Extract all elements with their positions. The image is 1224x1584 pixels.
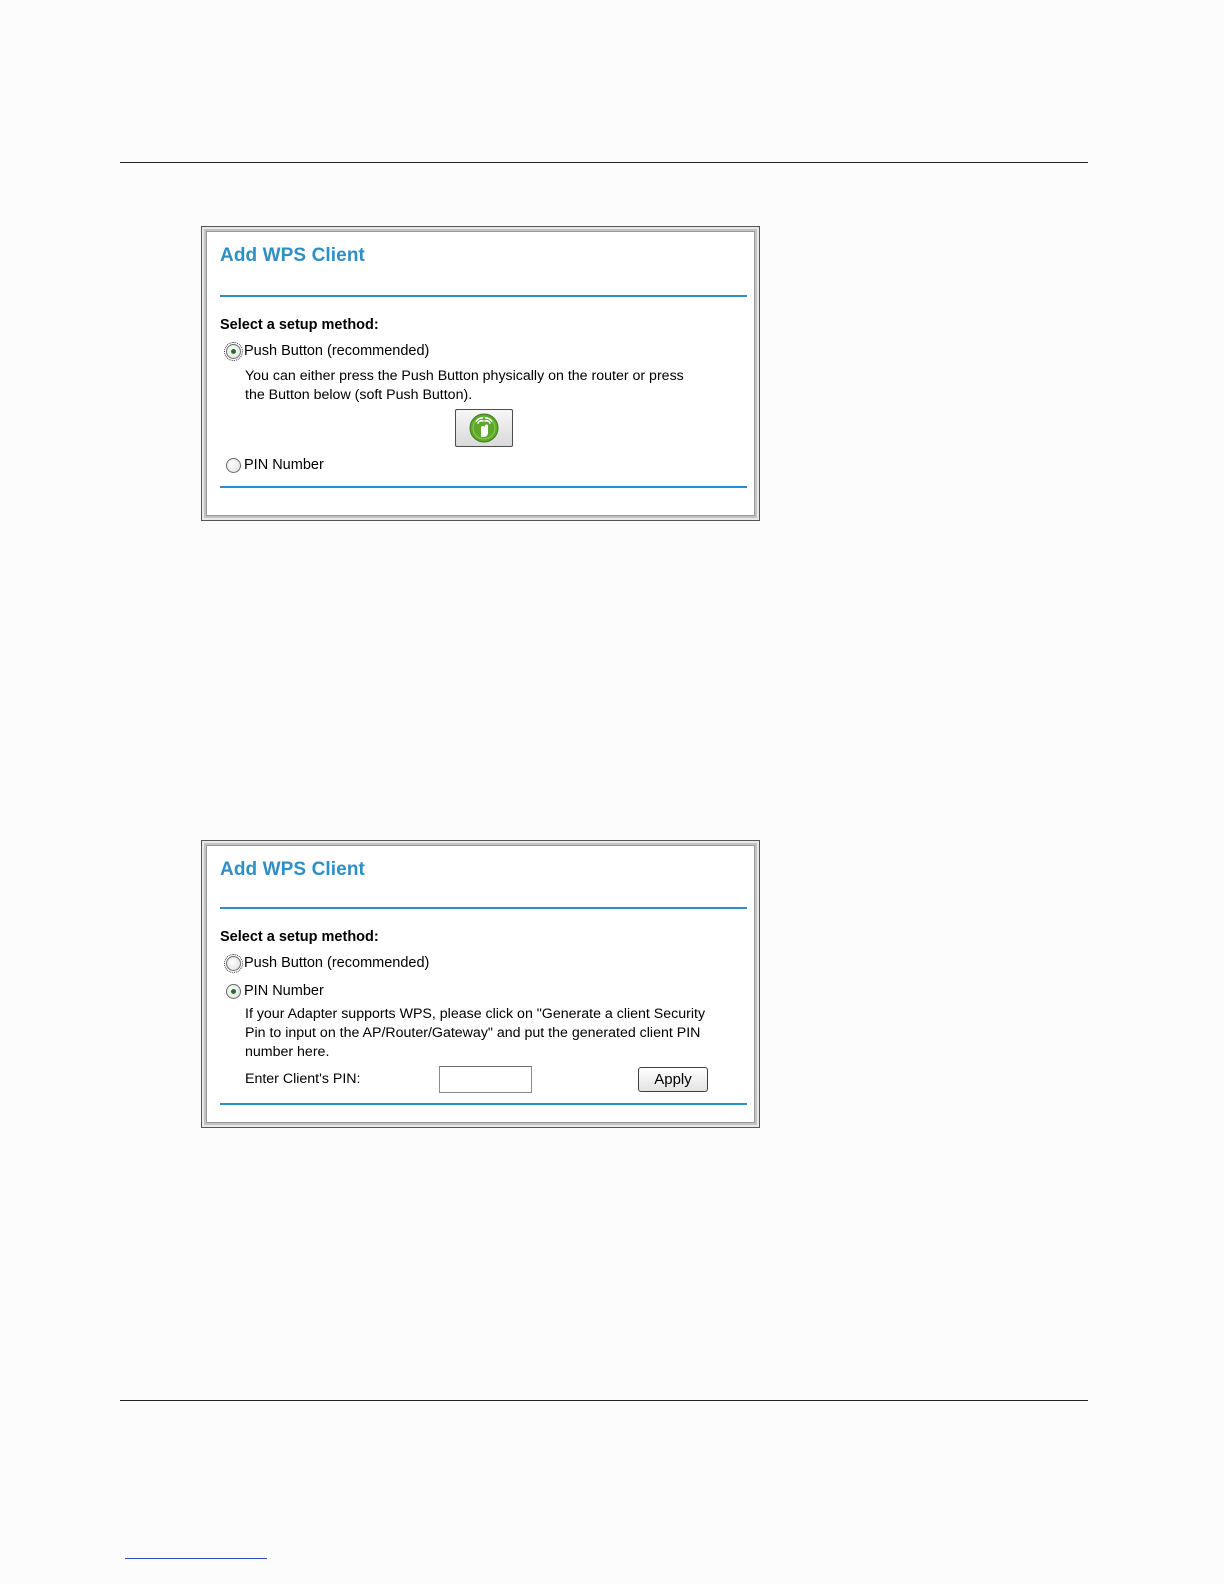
push-button-option-label: Push Button (recommended) — [244, 955, 430, 971]
pin-description-line-2: Pin to input on the AP/Router/Gateway" and put the generated client PIN — [245, 1025, 701, 1041]
bottom-divider — [220, 486, 747, 488]
client-pin-input[interactable] — [439, 1066, 532, 1093]
pin-number-option[interactable] — [226, 457, 324, 473]
push-button-radio[interactable] — [226, 956, 241, 971]
page-footer-rule — [120, 1400, 1088, 1401]
add-wps-client-panel-pin — [201, 840, 760, 1128]
wps-icon — [469, 413, 499, 443]
client-pin-label: Enter Client's PIN: — [245, 1071, 361, 1087]
pin-description — [245, 1005, 750, 1062]
page-header-rule — [120, 162, 1088, 163]
pin-description-line-3: number here. — [245, 1044, 330, 1060]
pin-number-radio[interactable] — [226, 984, 241, 999]
push-description-line-2: the Button below (soft Push Button). — [245, 387, 473, 403]
title-divider — [220, 907, 747, 909]
soft-push-button[interactable] — [455, 409, 513, 447]
add-wps-client-panel-push — [201, 226, 760, 521]
setup-method-label: Select a setup method: — [220, 317, 379, 333]
push-button-description — [245, 367, 745, 405]
push-button-radio[interactable] — [226, 344, 241, 359]
push-description-line-1: You can either press the Push Button physically on the router or press — [245, 368, 684, 384]
title-divider — [220, 295, 747, 297]
pin-number-radio[interactable] — [226, 458, 241, 473]
apply-button[interactable]: Apply — [638, 1067, 708, 1092]
panel-title: Add WPS Client — [220, 859, 365, 880]
pin-number-option-label: PIN Number — [244, 983, 324, 999]
bottom-divider — [220, 1103, 747, 1105]
setup-method-label: Select a setup method: — [220, 929, 379, 945]
push-button-option[interactable] — [226, 955, 429, 971]
pin-number-option[interactable] — [226, 983, 324, 999]
push-button-option[interactable] — [226, 343, 429, 359]
footer-link-underline — [125, 1558, 267, 1559]
panel-title: Add WPS Client — [220, 245, 365, 266]
pin-description-line-1: If your Adapter supports WPS, please click on "Generate a client Security — [245, 1006, 706, 1022]
push-button-option-label: Push Button (recommended) — [244, 343, 430, 359]
pin-number-option-label: PIN Number — [244, 457, 324, 473]
